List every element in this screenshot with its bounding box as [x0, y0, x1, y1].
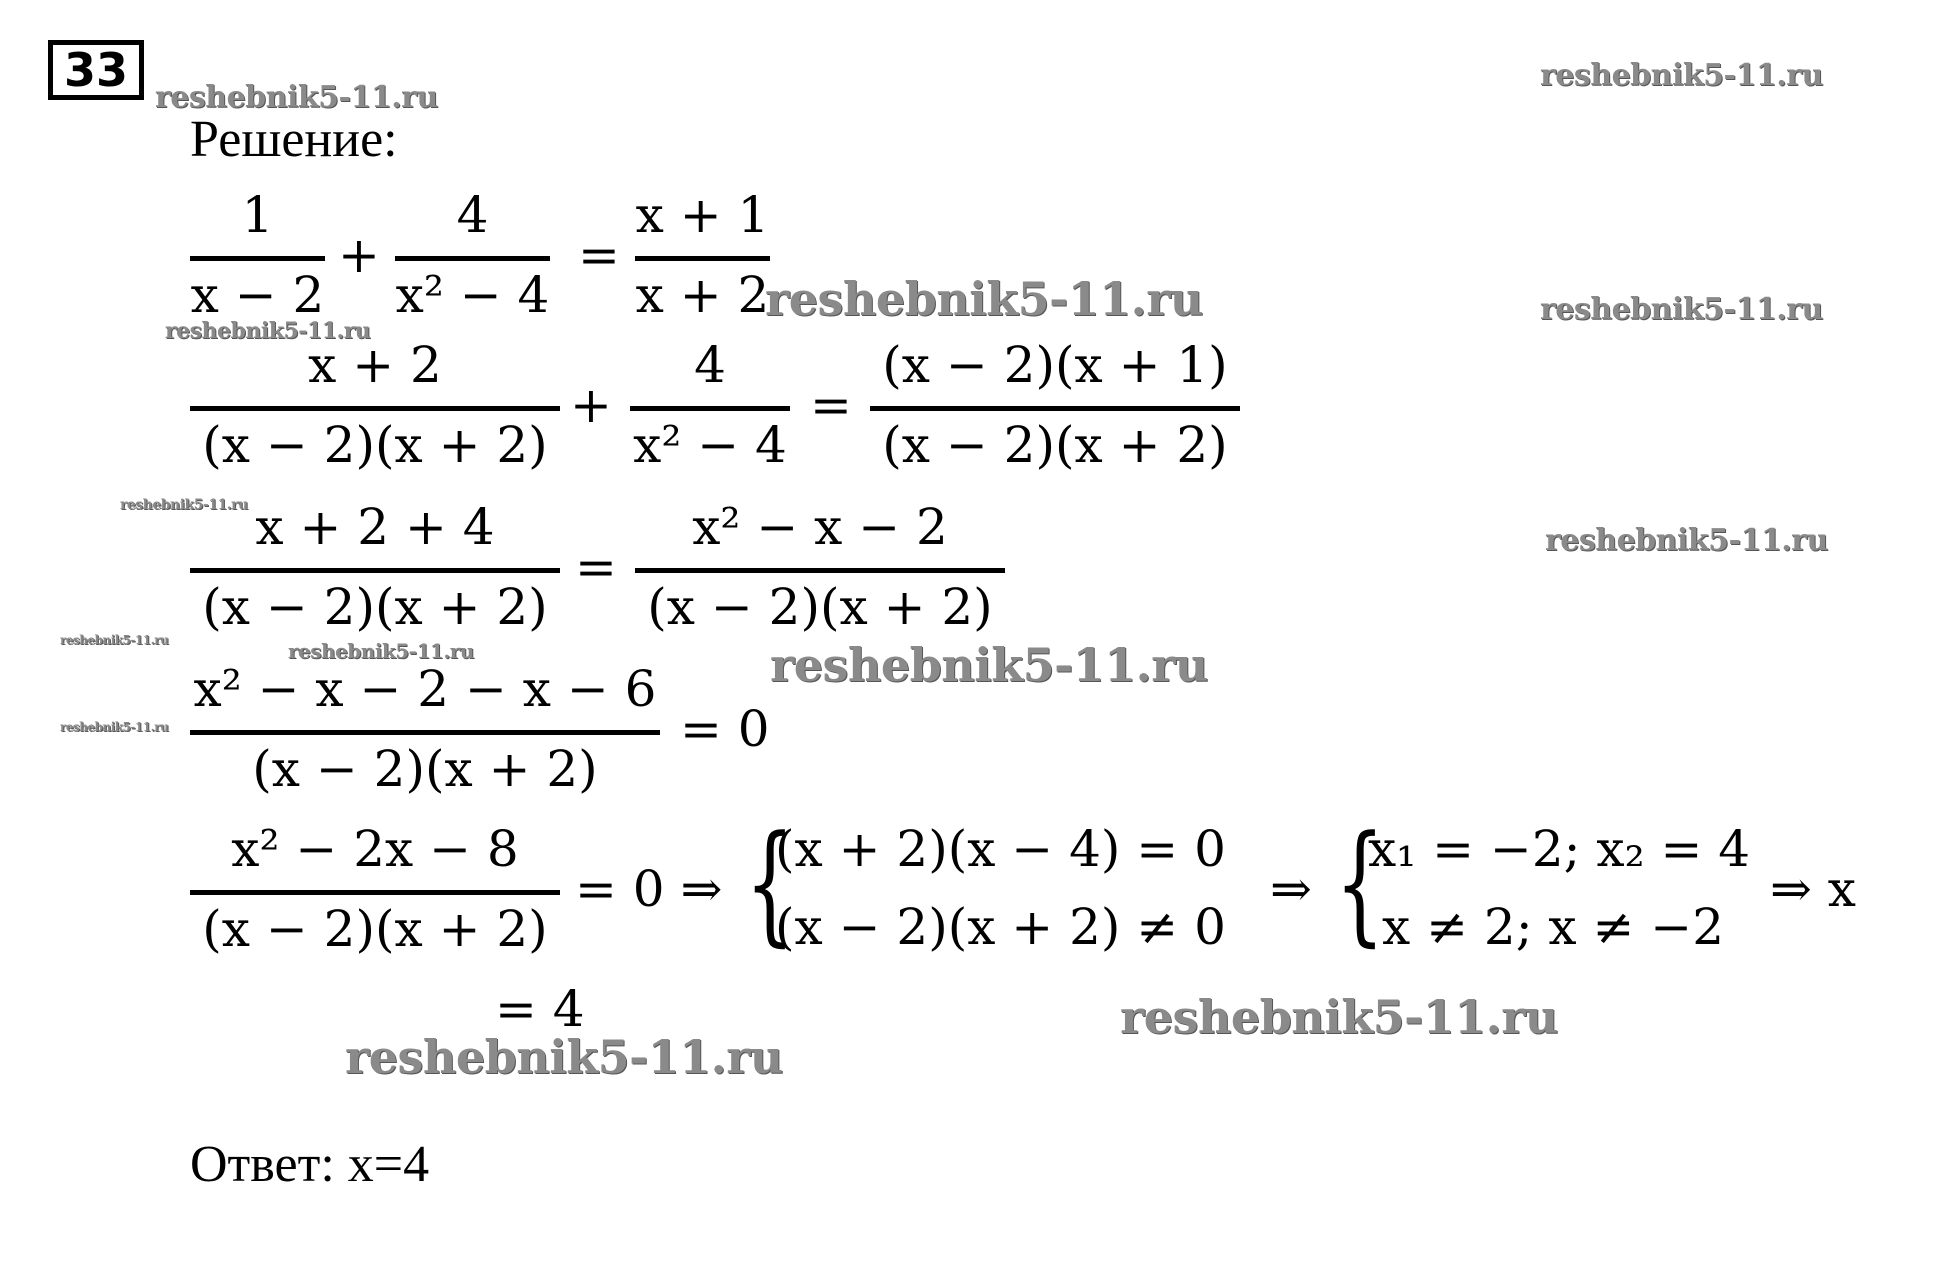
equation-line-1 [190, 186, 790, 326]
system-restrictions: x ≠ 2; x ≠ −2 [1382, 898, 1725, 956]
denominator: (x − 2)(x + 2) [882, 416, 1228, 474]
watermark: reshebnik5-11.ru [60, 633, 169, 647]
numerator: x + 2 + 4 [255, 498, 495, 556]
numerator: x² − 2x − 8 [231, 820, 519, 878]
equation-line-4 [190, 660, 810, 800]
watermark: reshebnik5-11.ru [345, 1030, 783, 1084]
numerator: x + 1 [635, 186, 770, 244]
numerator: x² − x − 2 [692, 498, 948, 556]
numerator: 4 [456, 186, 489, 244]
problem-number: 33 [48, 40, 144, 100]
denominator: (x − 2)(x + 2) [202, 578, 548, 636]
watermark: reshebnik5-11.ru [1540, 292, 1823, 327]
answer: Ответ: x=4 [190, 1136, 430, 1193]
equals-sign: = [810, 376, 852, 434]
denominator: (x − 2)(x + 2) [202, 416, 548, 474]
denominator: x − 2 [190, 266, 325, 324]
numerator: 1 [241, 186, 274, 244]
plus-sign: + [338, 226, 380, 284]
watermark: reshebnik5-11.ru [155, 80, 438, 115]
equation-line-2 [190, 336, 1250, 476]
numerator: (x − 2)(x + 1) [882, 336, 1228, 394]
watermark: reshebnik5-11.ru [765, 272, 1203, 326]
numerator: x + 2 [308, 336, 442, 394]
left-brace: { [1335, 807, 1385, 959]
denominator: x² − 4 [633, 416, 787, 474]
solution-heading: Решение: [190, 111, 398, 168]
implies-x: ⇒ x [1770, 860, 1856, 918]
equals-zero: = 0 [680, 700, 770, 758]
denominator: (x − 2)(x + 2) [202, 900, 548, 958]
watermark: reshebnik5-11.ru [165, 318, 371, 344]
equation-line-3 [190, 498, 1020, 638]
watermark: reshebnik5-11.ru [1545, 523, 1828, 558]
left-brace: { [745, 807, 795, 959]
system-condition: (x − 2)(x + 2) ≠ 0 [775, 898, 1226, 956]
numerator: 4 [694, 336, 726, 394]
denominator: (x − 2)(x + 2) [252, 740, 598, 798]
watermark: reshebnik5-11.ru [770, 638, 1208, 692]
implies-sign: ⇒ [1270, 860, 1312, 918]
denominator: x + 2 [635, 266, 770, 324]
watermark: reshebnik5-11.ru [1120, 990, 1558, 1044]
equals-zero-implies: = 0 ⇒ [575, 860, 723, 918]
denominator: (x − 2)(x + 2) [647, 578, 993, 636]
watermark: reshebnik5-11.ru [120, 497, 248, 513]
equals-sign: = [578, 226, 620, 284]
watermark: reshebnik5-11.ru [60, 720, 169, 734]
watermark: reshebnik5-11.ru [288, 639, 474, 663]
denominator: x² − 4 [395, 266, 550, 324]
watermark: reshebnik5-11.ru [1540, 58, 1823, 93]
equals-sign: = [575, 538, 617, 596]
plus-sign: + [570, 376, 612, 434]
equation-line-5 [190, 807, 1890, 970]
numerator: x² − x − 2 − x − 6 [193, 660, 657, 718]
system-equation: (x + 2)(x − 4) = 0 [775, 820, 1226, 878]
equation-continuation: = 4 [495, 980, 585, 1038]
system-roots: x₁ = −2; x₂ = 4 [1368, 820, 1751, 878]
